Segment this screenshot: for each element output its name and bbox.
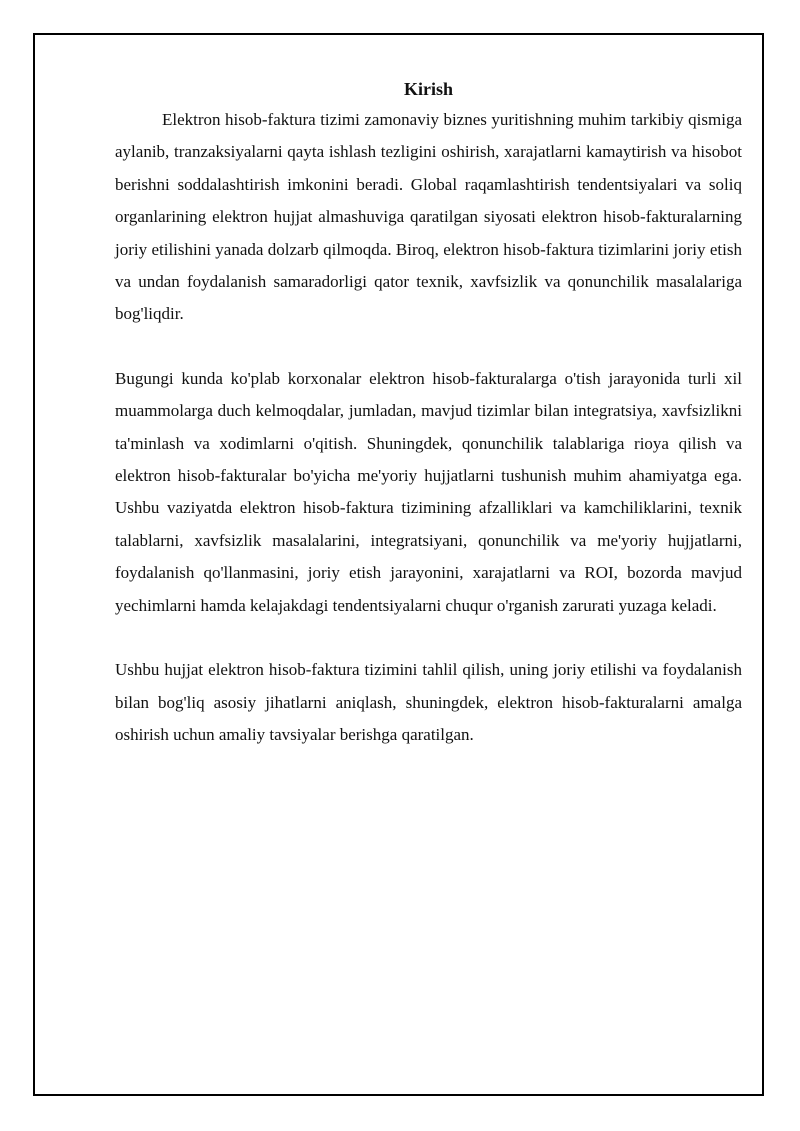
paragraph-challenges: Bugungi kunda ko'plab korxonalar elektron hisob-fakturalarga o'tish jarayonida turli xil muammolarga duch kelmoqdalar, jumladan, mavjud tizimlar bilan integratsiya, xavfsizlikni ta'minlash va xodimlarni o'qitish. Shuningdek, qonunchilik talablariga rioya qilish va elektron hisob-fakturalar bo'yicha me'yoriy hujjatlarni tushunish muhim ahamiyatga ega. Ushbu vaziyatda elektron hisob-faktura tizimining afzalliklari va kamchiliklarini, texnik talablarni, xavfsizlik masalalarini, integratsiyani, qonunchilik va me'yoriy hujjatlarni, foydalanish qo'llanmasini, joriy etish jarayonini, xarajatlarni va ROI, bozorda mavjud yechimlarni hamda kelajakdagi tendentsiyalarni chuqur o'rganish zarurati yuzaga keladi.: [115, 368, 742, 615]
paragraph-purpose: Ushbu hujjat elektron hisob-faktura tizimini tahlil qilish, uning joriy etilishi va foydalanish bilan bog'liq asosiy jihatlarni aniqlash, shuningdek, elektron hisob-fakturalarni amalga oshirish uchun amaliy tavsiyalar berishga qaratilgan.: [115, 660, 742, 744]
document-body: [115, 74, 742, 751]
paragraph-intro: Elektron hisob-faktura tizimi zamonaviy biznes yuritishning muhim tarkibiy qismiga aylanib, tranzaksiyalarni qayta ishlash tezligini oshirish, xarajatlarni kamaytirish va hisobot berishni soddalashtirish imkonini beradi. Global raqamlashtirish tendentsiyalari va soliq organlarining elektron hujjat almashuviga qaratilgan siyosati elektron hisob-fakturalarning joriy etilishini yanada dolzarb qilmoqda. Biroq, elektron hisob-faktura tizimlarini joriy etish va undan foydalanish samaradorligi qator texnik, xavfsizlik va qonunchilik masalalariga bog'liqdir.: [115, 110, 742, 324]
document-title: Kirish: [403, 79, 453, 99]
